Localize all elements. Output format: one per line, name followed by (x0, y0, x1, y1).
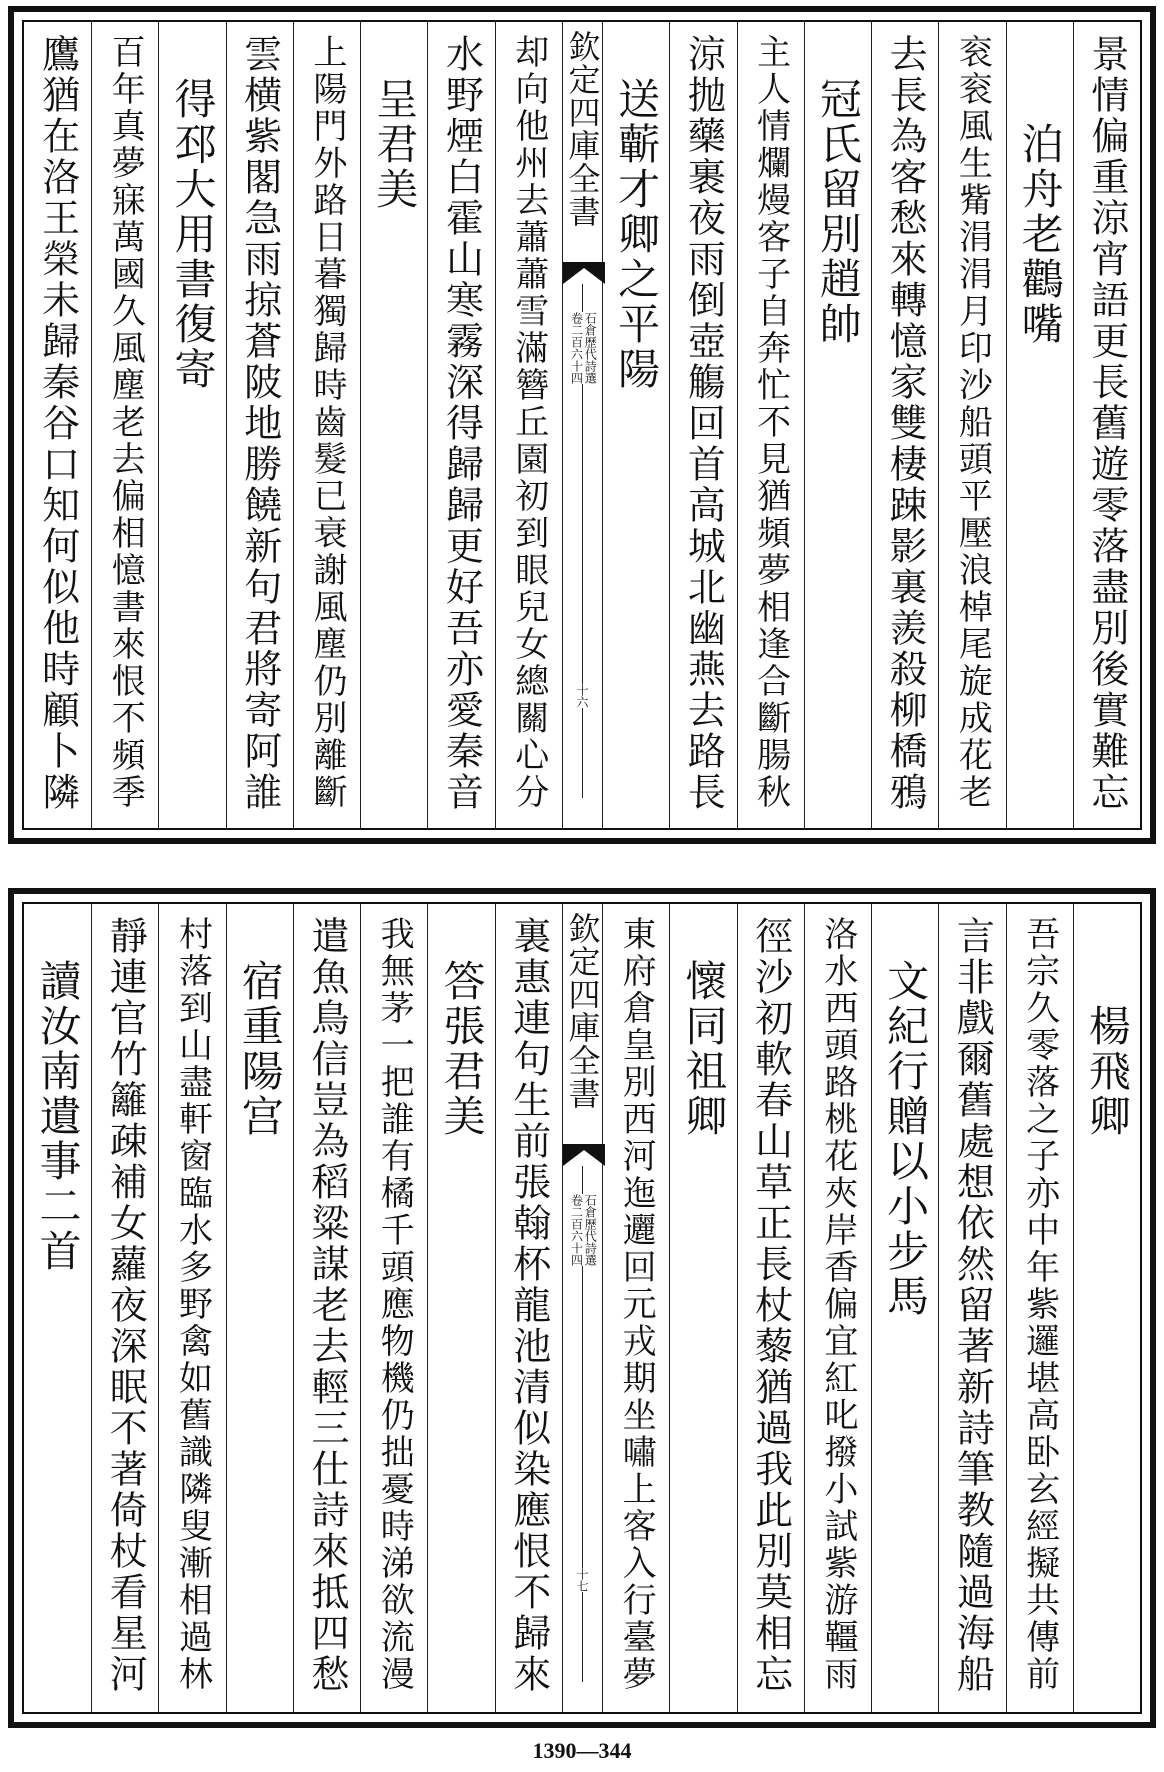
text-column (226, 904, 293, 1712)
column-text: 我無茅一把誰有橘千頭應物機仍拙憂時涕欲流漫 (374, 916, 415, 1693)
text-column (938, 904, 1005, 1712)
center-gutter (562, 22, 602, 828)
text-column (226, 22, 293, 828)
text-column (293, 904, 360, 1712)
column-text: 百年真夢寐萬國久風塵老去偏相憶書來恨不頻季 (105, 34, 146, 811)
column-text: 村落到山盡軒窗臨水多野禽如舊識隣叟漸相過林 (172, 916, 213, 1693)
column-text: 懷同祖卿 (679, 959, 729, 1139)
bottom-page-frame (22, 902, 1142, 1714)
text-column (24, 904, 91, 1712)
text-column (360, 22, 427, 828)
text-column (91, 22, 158, 828)
text-column (158, 904, 225, 1712)
page-number: 1390—344 (532, 1738, 632, 1763)
text-column (495, 22, 562, 828)
column-text: 主人情爛熳客子自奔忙不見猶頻夢相逢合斷腸秋 (750, 34, 791, 811)
column-text: 裏惠連句生前張翰杯龍池清似染應恨不歸來 (506, 916, 551, 1695)
column-text: 去長為客愁來轉憶家雙棲踈影裏羨殺柳橋鴉 (883, 34, 928, 813)
fish-tail-mark (563, 262, 605, 284)
text-column (737, 904, 804, 1712)
text-column (737, 22, 804, 828)
column-text: 鷹猶在洛王榮未歸秦谷口知何似他時顧卜隣 (35, 34, 80, 813)
bottom-columns (24, 904, 1140, 1712)
fish-tail-mark (563, 1144, 605, 1166)
bottom-page (8, 888, 1156, 1728)
column-text: 衮衮風生觜涓涓月印沙船頭平壓浪棹尾旋成花老 (952, 34, 993, 811)
column-text: 宿重陽宫 (235, 959, 285, 1139)
text-column (427, 22, 494, 828)
text-column (360, 904, 427, 1712)
library-title: 欽定四庫全書 (563, 912, 602, 1110)
text-column (427, 904, 494, 1712)
text-column (293, 22, 360, 828)
top-page (8, 6, 1156, 844)
column-text: 遣魚鳥信豈為稻粱謀老去輕三仕詩來抵四愁 (305, 916, 350, 1695)
column-text: 言非戲爾舊處想依然留著新詩筆教隨過海船 (950, 916, 995, 1695)
text-column (1006, 22, 1073, 828)
text-column (495, 904, 562, 1712)
column-text: 文紀行贈以小步馬 (881, 959, 931, 1319)
column-text: 水野煙白霍山寒霧深得歸歸更好吾亦愛秦音 (439, 34, 484, 813)
leaf-number: 十七 (574, 1568, 589, 1592)
column-text: 吾宗久零落之子亦中年紫邏堪高卧玄經擬共傳前 (1019, 916, 1060, 1693)
column-text: 却向他州去蕭蕭雪滿簪丘園初到眼兒女總關心分 (508, 34, 549, 811)
column-text: 靜連官竹籬疎補女蘿夜深眠不著倚杖看星河 (103, 916, 148, 1695)
text-column (602, 904, 669, 1712)
column-text: 東府倉皇別西河迤邐回元戎期坐嘯上客入行臺夢 (616, 916, 657, 1693)
library-title: 欽定四庫全書 (563, 30, 602, 228)
column-text: 洛水西頭路桃花夾岸香偏宜紅叱撥小試紫游韁雨 (817, 916, 858, 1693)
text-column (1073, 904, 1140, 1712)
text-column (158, 22, 225, 828)
column-text: 讀汝南遺事二首 (33, 959, 83, 1274)
column-text: 景情偏重涼宵語更長舊遊零落盡別後實難忘 (1084, 34, 1129, 813)
center-gutter (562, 904, 602, 1712)
top-columns (24, 22, 1140, 828)
column-text: 涼抛藥裹夜雨倒壺觴回首高城北幽燕去路長 (681, 34, 726, 813)
column-text: 送蘄才卿之平陽 (612, 77, 662, 392)
column-text: 雲横紫閣急雨掠蒼陂地勝饒新句君將寄阿誰 (237, 34, 282, 813)
column-text: 呈君美 (370, 77, 420, 212)
column-text: 泊舟老鸛嘴 (1015, 122, 1065, 347)
text-column (804, 22, 871, 828)
column-text: 冠氏留別趙帥 (813, 77, 863, 347)
column-text: 得邳大用書復寄 (168, 77, 218, 392)
text-column (1006, 904, 1073, 1712)
text-column (1073, 22, 1140, 828)
top-page-frame (22, 20, 1142, 830)
book-volume-label: 石倉歷代詩選 卷二百六十四 (569, 1194, 598, 1266)
text-column (24, 22, 91, 828)
text-column (938, 22, 1005, 828)
column-text: 上陽門外路日暮獨歸時齒髮已衰謝風塵仍別離斷 (307, 34, 348, 811)
text-column (871, 22, 938, 828)
text-column (91, 904, 158, 1712)
text-column (602, 22, 669, 828)
column-text: 楊飛卿 (1082, 1004, 1132, 1139)
leaf-number: 十六 (574, 684, 589, 708)
book-volume-label: 石倉歷代詩選 卷二百六十四 (569, 312, 598, 384)
column-text: 答張君美 (437, 959, 487, 1139)
text-column (871, 904, 938, 1712)
text-column (669, 904, 736, 1712)
text-column (669, 22, 736, 828)
text-column (804, 904, 871, 1712)
column-text: 徑沙初軟春山草正長杖藜猶過我此別莫相忘 (748, 916, 793, 1695)
